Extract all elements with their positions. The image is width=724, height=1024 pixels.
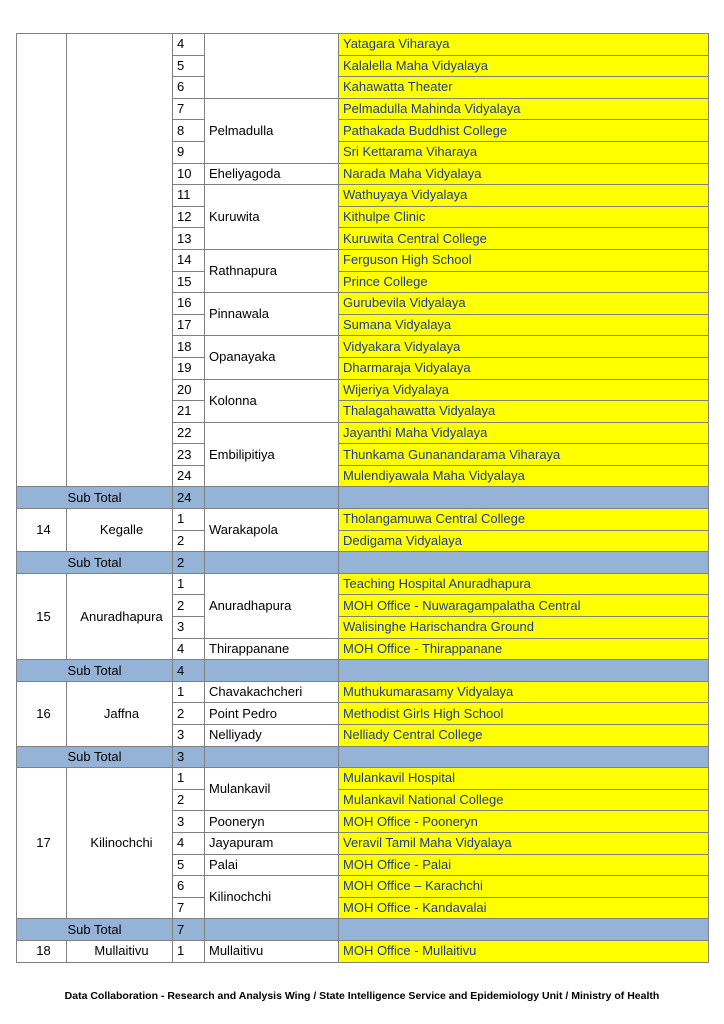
subtotal-empty-cell <box>339 746 709 768</box>
center-number: 7 <box>173 897 205 919</box>
center-site-name: MOH Office – Karachchi <box>339 876 709 898</box>
center-number: 5 <box>173 55 205 77</box>
center-site-name: Dedigama Vidyalaya <box>339 530 709 552</box>
location-name: Opanayaka <box>205 336 339 379</box>
center-number: 3 <box>173 811 205 833</box>
center-number: 8 <box>173 120 205 142</box>
subtotal-count: 2 <box>173 552 205 574</box>
district-number: 15 <box>17 573 67 659</box>
center-number: 23 <box>173 444 205 466</box>
subtotal-row <box>17 487 709 509</box>
subtotal-label: Sub Total <box>17 552 173 574</box>
center-site-name: MOH Office - Mullaitivu <box>339 940 709 962</box>
subtotal-label: Sub Total <box>17 919 173 941</box>
location-name: Nelliyady <box>205 725 339 747</box>
center-site-name: Prince College <box>339 271 709 293</box>
district-number: 17 <box>17 768 67 919</box>
center-number: 2 <box>173 595 205 617</box>
center-site-name: MOH Office - Kandavalai <box>339 897 709 919</box>
location-name: Thirappanane <box>205 638 339 660</box>
subtotal-count: 4 <box>173 660 205 682</box>
center-number: 2 <box>173 789 205 811</box>
center-number: 7 <box>173 98 205 120</box>
center-number: 14 <box>173 249 205 271</box>
location-name: Anuradhapura <box>205 573 339 638</box>
center-site-name: Walisinghe Harischandra Ground <box>339 617 709 639</box>
center-site-name: Mulendiyawala Maha Vidyalaya <box>339 465 709 487</box>
district-name: Kegalle <box>67 509 173 552</box>
subtotal-label: Sub Total <box>17 746 173 768</box>
subtotal-empty-cell <box>205 746 339 768</box>
center-site-name: MOH Office - Palai <box>339 854 709 876</box>
center-number: 1 <box>173 573 205 595</box>
center-site-name: Mulankavil Hospital <box>339 768 709 790</box>
center-number: 4 <box>173 638 205 660</box>
subtotal-count: 3 <box>173 746 205 768</box>
district-number <box>17 34 67 487</box>
center-site-name: Teaching Hospital Anuradhapura <box>339 573 709 595</box>
center-number: 17 <box>173 314 205 336</box>
location-name: Kuruwita <box>205 185 339 250</box>
center-site-name: Kithulpe Clinic <box>339 206 709 228</box>
center-site-name: MOH Office - Pooneryn <box>339 811 709 833</box>
location-name: Pelmadulla <box>205 98 339 163</box>
location-name: Eheliyagoda <box>205 163 339 185</box>
center-site-name: Sumana Vidyalaya <box>339 314 709 336</box>
location-name: Kolonna <box>205 379 339 422</box>
center-number: 18 <box>173 336 205 358</box>
center-number: 10 <box>173 163 205 185</box>
table-row <box>17 940 709 962</box>
subtotal-label: Sub Total <box>17 487 173 509</box>
subtotal-count: 7 <box>173 919 205 941</box>
subtotal-row <box>17 552 709 574</box>
table-row <box>17 768 709 790</box>
location-name: Kilinochchi <box>205 876 339 919</box>
district-name: Mullaitivu <box>67 940 173 962</box>
table-row <box>17 509 709 531</box>
center-number: 12 <box>173 206 205 228</box>
location-name: Palai <box>205 854 339 876</box>
district-name: Jaffna <box>67 681 173 746</box>
location-name: Mullaitivu <box>205 940 339 962</box>
center-number: 9 <box>173 141 205 163</box>
center-number: 22 <box>173 422 205 444</box>
location-name <box>205 34 339 99</box>
location-name: Embilipitiya <box>205 422 339 487</box>
center-number: 24 <box>173 465 205 487</box>
center-site-name: Mulankavil National College <box>339 789 709 811</box>
center-number: 21 <box>173 401 205 423</box>
center-number: 3 <box>173 725 205 747</box>
center-site-name: Wijeriya Vidyalaya <box>339 379 709 401</box>
center-site-name: Wathuyaya Vidyalaya <box>339 185 709 207</box>
center-site-name: Kalalella Maha Vidyalaya <box>339 55 709 77</box>
center-number: 6 <box>173 77 205 99</box>
subtotal-empty-cell <box>205 552 339 574</box>
location-name: Warakapola <box>205 509 339 552</box>
center-number: 19 <box>173 357 205 379</box>
subtotal-count: 24 <box>173 487 205 509</box>
center-site-name: Kahawatta Theater <box>339 77 709 99</box>
center-number: 16 <box>173 293 205 315</box>
center-site-name: Thalagahawatta Vidyalaya <box>339 401 709 423</box>
district-number: 16 <box>17 681 67 746</box>
center-site-name: MOH Office - Thirappanane <box>339 638 709 660</box>
location-name: Mulankavil <box>205 768 339 811</box>
subtotal-empty-cell <box>339 660 709 682</box>
subtotal-empty-cell <box>339 919 709 941</box>
district-number: 18 <box>17 940 67 962</box>
district-number: 14 <box>17 509 67 552</box>
center-number: 1 <box>173 768 205 790</box>
table-row <box>17 34 709 56</box>
center-site-name: Yatagara Viharaya <box>339 34 709 56</box>
subtotal-row <box>17 919 709 941</box>
table-row <box>17 573 709 595</box>
center-number: 13 <box>173 228 205 250</box>
subtotal-empty-cell <box>205 660 339 682</box>
subtotal-empty-cell <box>205 487 339 509</box>
table-body <box>17 34 709 963</box>
table-row <box>17 681 709 703</box>
district-name: Anuradhapura <box>67 573 173 659</box>
center-site-name: Dharmaraja Vidyalaya <box>339 357 709 379</box>
center-number: 1 <box>173 509 205 531</box>
center-site-name: Ferguson High School <box>339 249 709 271</box>
center-number: 2 <box>173 703 205 725</box>
center-site-name: Vidyakara Vidyalaya <box>339 336 709 358</box>
location-name: Pinnawala <box>205 293 339 336</box>
vaccination-centers-table <box>16 33 709 963</box>
district-name <box>67 34 173 487</box>
center-site-name: Kuruwita Central College <box>339 228 709 250</box>
center-number: 20 <box>173 379 205 401</box>
footer-credit: Data Collaboration - Research and Analysis Wing / State Intelligence Service and Epidemiology Unit / Ministry of Health <box>64 990 660 1002</box>
center-site-name: Pathakada Buddhist College <box>339 120 709 142</box>
subtotal-empty-cell <box>339 487 709 509</box>
center-site-name: Narada Maha Vidyalaya <box>339 163 709 185</box>
subtotal-label: Sub Total <box>17 660 173 682</box>
subtotal-empty-cell <box>205 919 339 941</box>
center-number: 11 <box>173 185 205 207</box>
center-number: 5 <box>173 854 205 876</box>
center-number: 1 <box>173 940 205 962</box>
district-name: Kilinochchi <box>67 768 173 919</box>
center-number: 3 <box>173 617 205 639</box>
center-number: 2 <box>173 530 205 552</box>
center-number: 1 <box>173 681 205 703</box>
center-site-name: Thunkama Gunanandarama Viharaya <box>339 444 709 466</box>
location-name: Jayapuram <box>205 832 339 854</box>
center-site-name: Tholangamuwa Central College <box>339 509 709 531</box>
subtotal-row <box>17 660 709 682</box>
location-name: Rathnapura <box>205 249 339 292</box>
center-number: 15 <box>173 271 205 293</box>
center-site-name: Nelliady Central College <box>339 725 709 747</box>
center-number: 4 <box>173 832 205 854</box>
location-name: Pooneryn <box>205 811 339 833</box>
subtotal-empty-cell <box>339 552 709 574</box>
center-site-name: Methodist Girls High School <box>339 703 709 725</box>
center-site-name: Muthukumarasamy Vidyalaya <box>339 681 709 703</box>
center-site-name: Sri Kettarama Viharaya <box>339 141 709 163</box>
center-site-name: Pelmadulla Mahinda Vidyalaya <box>339 98 709 120</box>
location-name: Point Pedro <box>205 703 339 725</box>
center-number: 4 <box>173 34 205 56</box>
center-number: 6 <box>173 876 205 898</box>
subtotal-row <box>17 746 709 768</box>
center-site-name: Jayanthi Maha Vidyalaya <box>339 422 709 444</box>
location-name: Chavakachcheri <box>205 681 339 703</box>
center-site-name: Veravil Tamil Maha Vidyalaya <box>339 832 709 854</box>
center-site-name: MOH Office - Nuwaragampalatha Central <box>339 595 709 617</box>
center-site-name: Gurubevila Vidyalaya <box>339 293 709 315</box>
